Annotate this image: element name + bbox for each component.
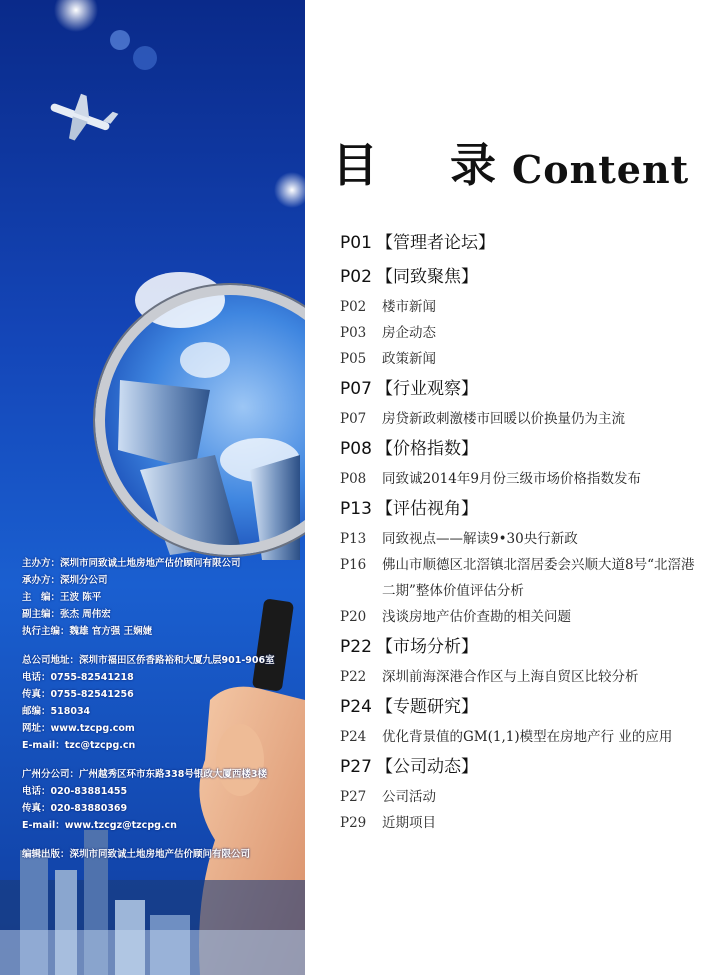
toc-section-label: 【专题研究】 <box>376 697 478 717</box>
toc-section-label: 【公司动态】 <box>376 757 478 777</box>
toc-section-page: P24 <box>340 697 372 717</box>
toc-section[interactable] <box>340 690 700 724</box>
toc-item-title: 深圳前海深港合作区与上海自贸区比较分析 <box>382 669 639 685</box>
toc-item-title: 房贷新政刺激楼市回暖以价换量仍为主流 <box>382 411 625 427</box>
toc-item[interactable] <box>340 406 700 432</box>
chief-editor-line: 主 编：王波 陈平 <box>22 592 102 603</box>
hq-phone: 电话：0755-82541218 <box>22 672 134 683</box>
gz-address: 广州分公司：广州越秀区环市东路338号银政大厦西楼3楼 <box>22 769 267 780</box>
toc-section-page: P08 <box>340 439 372 459</box>
toc-heading <box>332 125 689 195</box>
toc-item-page: P02 <box>340 299 367 315</box>
toc-item-page: P27 <box>340 789 367 805</box>
toc-section-page: P02 <box>340 267 372 287</box>
toc-item[interactable] <box>340 466 700 492</box>
toc-item-page: P13 <box>340 531 367 547</box>
toc-section[interactable] <box>340 492 700 526</box>
toc-item-page: P08 <box>340 471 367 487</box>
toc-section-page: P01 <box>340 233 372 253</box>
toc-item[interactable] <box>340 320 700 346</box>
toc-item[interactable] <box>340 604 700 630</box>
toc-item-page: P22 <box>340 669 367 685</box>
toc-item[interactable] <box>340 346 700 372</box>
toc-section-page: P27 <box>340 757 372 777</box>
toc-item[interactable] <box>340 810 700 836</box>
toc-item-page: P05 <box>340 351 367 367</box>
gz-email[interactable]: E-mail：www.tzcgz@tzcpg.cn <box>22 820 177 831</box>
toc-item-title: 浅谈房地产估价查勘的相关问题 <box>382 609 571 625</box>
toc-section[interactable] <box>340 750 700 784</box>
toc-item-title: 政策新闻 <box>382 351 436 367</box>
credits-block <box>22 555 241 640</box>
toc-item-page: P16 <box>340 557 367 573</box>
table-of-contents <box>340 226 700 836</box>
toc-item[interactable] <box>340 664 700 690</box>
toc-section[interactable] <box>340 226 700 260</box>
airplane-icon <box>43 86 121 152</box>
deputy-editor-line: 副主编：张杰 周伟宏 <box>22 609 111 620</box>
toc-heading-chinese: 目 录 <box>332 138 525 192</box>
toc-item-page: P24 <box>340 729 367 745</box>
toc-section-page: P22 <box>340 637 372 657</box>
toc-section[interactable] <box>340 630 700 664</box>
toc-section-page: P07 <box>340 379 372 399</box>
toc-item-title: 公司活动 <box>382 789 436 805</box>
toc-item-title: 佛山市顺德区北滘镇北滘居委会兴顺大道8号“北滘港二期”整体价值评估分析 <box>382 557 695 599</box>
editing-publisher: 编辑出版：深圳市同致诚土地房地产估价顾问有限公司 <box>22 849 251 860</box>
sponsor-line: 主办方：深圳市同致诚土地房地产估价顾问有限公司 <box>22 558 241 569</box>
toc-item[interactable] <box>340 552 700 604</box>
toc-item[interactable] <box>340 526 700 552</box>
organizer-line: 承办方：深圳分公司 <box>22 575 108 586</box>
toc-item-title: 同致诚2014年9月份三级市场价格指数发布 <box>382 471 641 487</box>
toc-item-title: 同致视点——解读9•30央行新政 <box>382 531 578 547</box>
executive-editor-line: 执行主编：魏雄 官方强 王娴婕 <box>22 626 153 637</box>
gz-fax: 传真：020-83880369 <box>22 803 128 814</box>
toc-section-label: 【同致聚焦】 <box>376 267 478 287</box>
toc-item[interactable] <box>340 724 700 750</box>
toc-item-title: 房企动态 <box>382 325 436 341</box>
toc-item-title: 楼市新闻 <box>382 299 436 315</box>
toc-section-label: 【市场分析】 <box>376 637 478 657</box>
hq-fax: 传真：0755-82541256 <box>22 689 134 700</box>
editing-line-block <box>22 846 250 863</box>
toc-item[interactable] <box>340 784 700 810</box>
gz-phone: 电话：020-83881455 <box>22 786 128 797</box>
toc-section[interactable] <box>340 372 700 406</box>
toc-section-page: P13 <box>340 499 372 519</box>
toc-item-page: P07 <box>340 411 367 427</box>
toc-section-label: 【管理者论坛】 <box>376 233 495 253</box>
hq-website[interactable]: 网址：www.tzcpg.com <box>22 723 135 734</box>
toc-heading-english: Content <box>512 147 690 192</box>
toc-section[interactable] <box>340 260 700 294</box>
hq-postcode: 邮编：518034 <box>22 706 91 717</box>
cover-image <box>0 0 305 975</box>
hq-email[interactable]: E-mail：tzc@tzcpg.cn <box>22 740 136 751</box>
toc-item-page: P20 <box>340 609 367 625</box>
toc-item[interactable] <box>340 294 700 320</box>
toc-section-label: 【行业观察】 <box>376 379 478 399</box>
toc-section-label: 【评估视角】 <box>376 499 478 519</box>
toc-item-page: P03 <box>340 325 367 341</box>
toc-item-title: 近期项目 <box>382 815 436 831</box>
toc-section-label: 【价格指数】 <box>376 439 478 459</box>
toc-item-title: 优化背景值的GM(1,1)模型在房地产行 业的应用 <box>382 729 673 745</box>
toc-item-page: P29 <box>340 815 367 831</box>
sun-flare <box>54 0 98 32</box>
hq-contact-block <box>22 652 275 754</box>
gz-contact-block <box>22 766 267 834</box>
toc-section[interactable] <box>340 432 700 466</box>
hq-address: 总公司地址：深圳市福田区侨香路裕和大厦九层901-906室 <box>22 655 275 666</box>
